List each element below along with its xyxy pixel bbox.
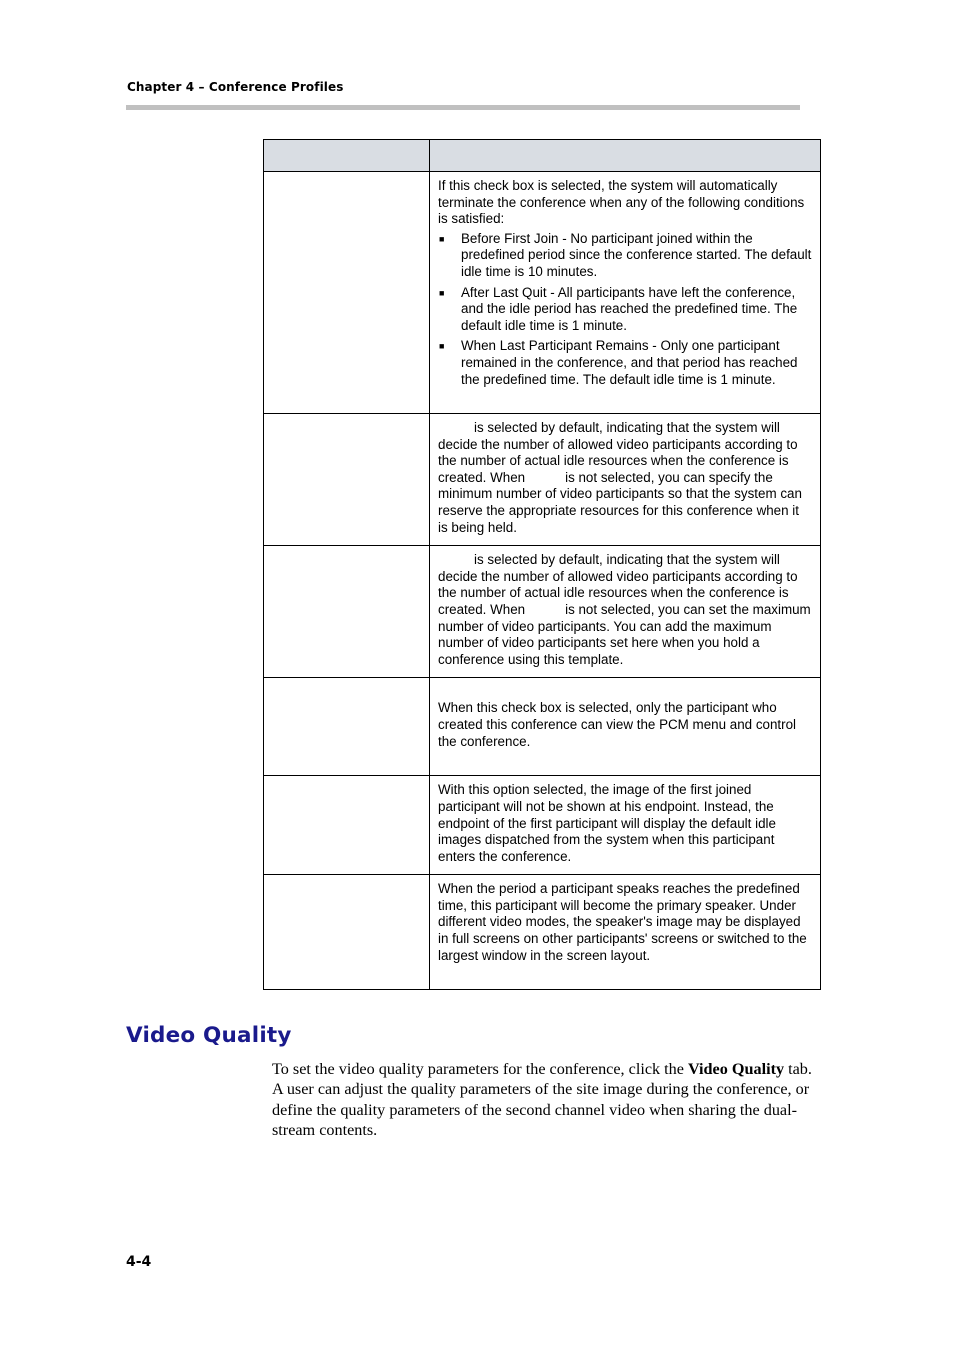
row-description xyxy=(430,172,821,414)
auto-terminate-intro: If this check box is selected, the system will automatically terminate the conference when any of the following conditions is satisfied: xyxy=(438,178,805,227)
row-description xyxy=(430,875,821,990)
row-label xyxy=(264,172,430,414)
table-header-row xyxy=(264,140,821,172)
page-number: 4-4 xyxy=(126,1254,152,1270)
row-description xyxy=(430,776,821,875)
table-row xyxy=(264,172,821,414)
bullet-icon: ■ xyxy=(439,287,445,298)
list-item: ■ Before First Join - No participant joined within the predefined period since the conference started. The default idle time is 10 minutes. xyxy=(439,230,812,279)
row-description xyxy=(430,414,821,546)
table-row xyxy=(264,414,821,546)
video-quality-tab-term: Video Quality xyxy=(687,1060,785,1078)
table-header-description xyxy=(430,140,821,172)
section-heading: Video Quality xyxy=(126,1023,292,1048)
table-row xyxy=(264,776,821,875)
table-row xyxy=(264,678,821,776)
table-header-parameter xyxy=(264,140,430,172)
row-label xyxy=(264,776,430,875)
row-description xyxy=(430,546,821,678)
list-item: ■ After Last Quit - All participants have left the conference, and the idle period has reached the predefined time. The default idle time is 1 minute. xyxy=(439,284,798,333)
row-label xyxy=(264,546,430,678)
section-paragraph: To set the video quality parameters for the conference, click the Video Quality tab. A user can adjust the quality parameters of the site image during the conference, or define the quality parameters of the second channel video when sharing the dual-stream contents. xyxy=(272,1060,812,1139)
bullet-icon: ■ xyxy=(439,233,445,244)
max-participants-text-b: is not selected, you can set the maximum number of video participants. You can add the maximum number of video participants set here when you hold a conference using this template. xyxy=(438,601,811,667)
min-participants-text-b: is not selected, you can specify the minimum number of video participants so that the system can reserve the appropriate resources for this conference when it is being held. xyxy=(438,469,802,535)
primary-speaker-text: When the period a participant speaks reaches the predefined time, this participant will become the primary speaker. Under different video modes, the speaker's image may be displayed in full screens on other participants' screens or switched to the largest window in the screen layout. xyxy=(438,881,807,963)
self-image-text: With this option selected, the image of the first joined participant will not be shown at his endpoint. Instead, the endpoint of the first participant will display the default idle images dispatched from the system when this participant enters the conference. xyxy=(438,782,776,864)
min-participants-text-a: is selected by default, indicating that the system will decide the number of allowed video participants according to the number of actual idle resources when the conference is created. When xyxy=(438,420,798,485)
row-label xyxy=(264,875,430,990)
list-item: ■ When Last Participant Remains - Only one participant remained in the conference, and that period has reached the predefined time. The default idle time is 1 minute. xyxy=(439,338,798,387)
table-row xyxy=(264,546,821,678)
header-rule xyxy=(126,105,800,110)
pcm-control-text: When this check box is selected, only the participant who created this conference can view the PCM menu and control the conference. xyxy=(438,700,797,749)
bullet-icon: ■ xyxy=(439,341,445,352)
parameters-table xyxy=(263,139,821,990)
row-label xyxy=(264,414,430,546)
terminate-conditions-list xyxy=(438,231,812,388)
max-participants-text-a: is selected by default, indicating that the system will decide the number of allowed video participants according to the number of actual idle resources when the conference is created. When xyxy=(438,552,798,617)
table-row xyxy=(264,875,821,990)
row-label xyxy=(264,678,430,776)
row-description xyxy=(430,678,821,776)
chapter-header: Chapter 4 – Conference Profiles xyxy=(127,80,344,94)
